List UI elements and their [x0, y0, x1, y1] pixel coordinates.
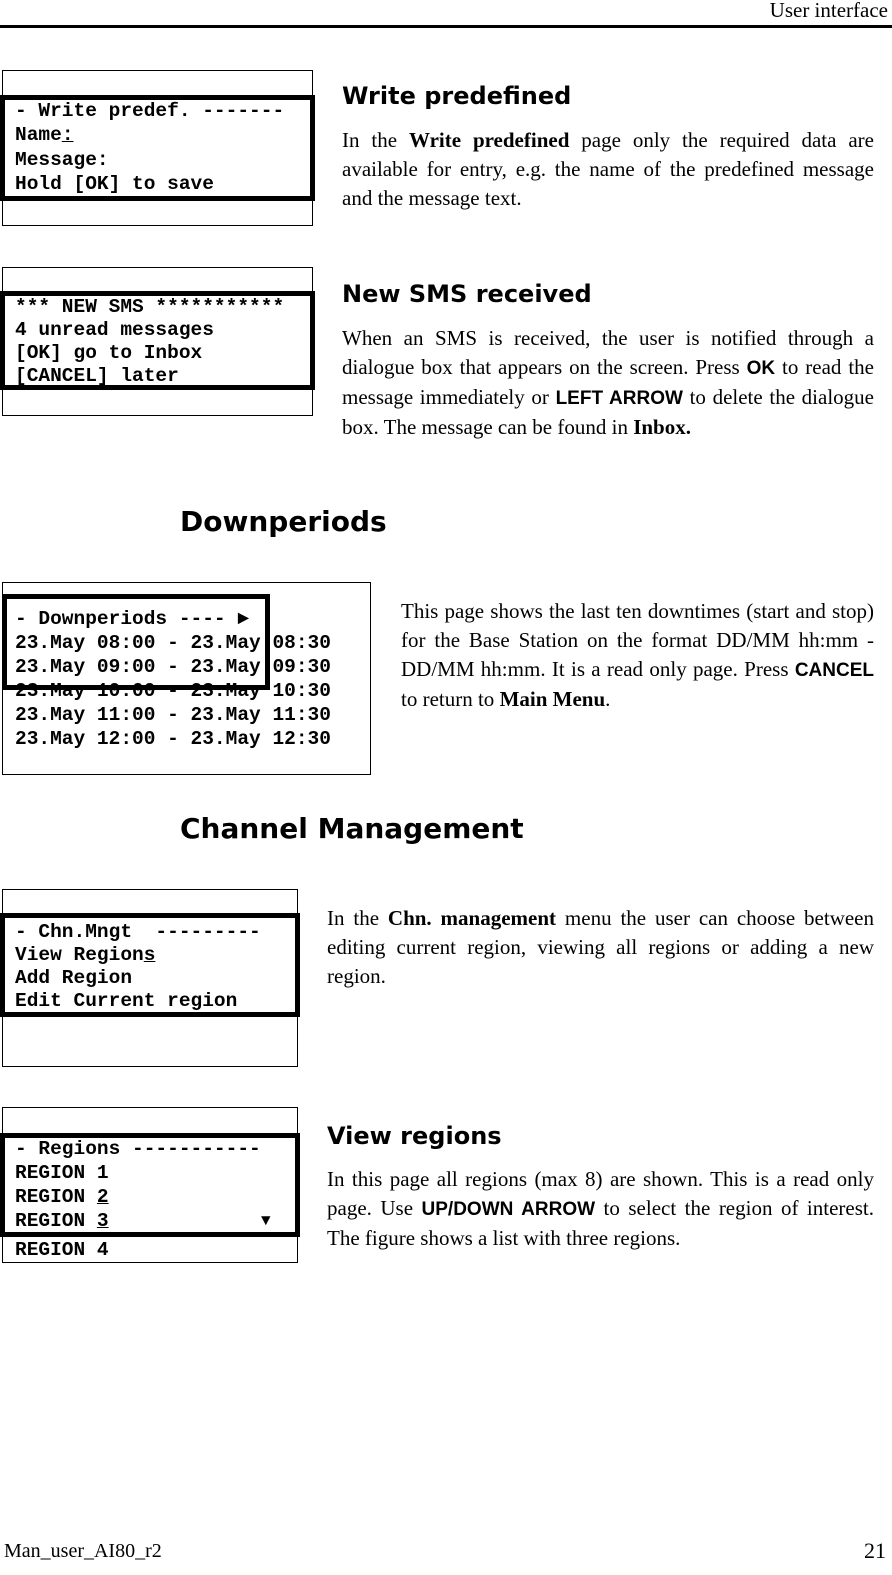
channel-management-text: In the Chn. management menu the user can choose between editing current region, viewing all regions or adding a new region.	[327, 906, 875, 988]
scroll-down-icon: ▼	[261, 1212, 271, 1230]
footer-doc-id: Man_user_AI80_r2	[4, 1540, 162, 1562]
lcd-line: - Write predef. -------	[15, 100, 285, 122]
lcd-line: REGION 2	[15, 1186, 109, 1208]
lcd-line: 23.May 12:00 - 23.May 12:30	[15, 728, 331, 750]
header-rule	[0, 25, 892, 28]
lcd-line: 23.May 08:00 - 23.May 08:30	[15, 632, 331, 654]
lcd-cursor: s	[143, 944, 156, 966]
lcd-line: REGION 1	[15, 1162, 109, 1184]
page-header: User interface	[769, 0, 888, 22]
lcd-line: - Chn.Mngt ---------	[15, 921, 261, 943]
lcd-cursor: 2	[96, 1186, 109, 1208]
lcd-line: 23.May 09:00 - 23.May 09:30	[15, 656, 331, 678]
view-regions-text: In this page all regions (max 8) are shown. This is a read only page. Use UP/DOWN ARROW to select the region of interest. The figure shows a list with three regions.	[327, 1167, 874, 1250]
write-predefined-title: Write predefined	[342, 82, 572, 110]
lcd-line: View Regions	[15, 944, 156, 966]
screen-highlight	[0, 913, 300, 1017]
screen-highlight	[2, 594, 270, 690]
new-sms-title: New SMS received	[342, 280, 592, 308]
downperiods-heading: Downperiods	[180, 505, 387, 538]
lcd-line: 23.May 11:00 - 23.May 11:30	[15, 704, 331, 726]
lcd-line: Edit Current region	[15, 990, 238, 1012]
lcd-line: REGION 4	[15, 1239, 109, 1261]
page-number: 21	[864, 1538, 886, 1563]
write-predefined-text: In the Write predefined page only the required data are available for entry, e.g. the name of the predefined message and the message text.	[342, 128, 874, 210]
lcd-line: - Downperiods ---- ►	[15, 608, 250, 630]
screen-highlight	[0, 95, 315, 201]
lcd-line: Message:	[15, 149, 109, 171]
screen-highlight	[0, 291, 315, 390]
lcd-line: Hold [OK] to save	[15, 173, 214, 195]
lcd-line: [OK] go to Inbox	[15, 342, 203, 364]
lcd-line: 23.May 10:00 - 23.May 10:30	[15, 680, 331, 702]
lcd-line: - Regions -----------	[15, 1138, 261, 1160]
lcd-line: *** NEW SMS ***********	[15, 296, 285, 318]
lcd-line: 4 unread messages	[15, 319, 214, 341]
lcd-name-label: Name	[15, 124, 62, 146]
view-regions-title: View regions	[327, 1122, 502, 1150]
lcd-line: REGION 3	[15, 1210, 109, 1232]
lcd-line: Add Region	[15, 967, 133, 989]
new-sms-text: When an SMS is received, the user is notified through a dialogue box that appears on the screen. Press OK to read the message immediately or LEFT ARROW to delete the dialogue box. The message can be found in Inbox.	[342, 326, 874, 439]
lcd-cursor: :	[61, 124, 74, 146]
lcd-line: [CANCEL] later	[15, 365, 179, 387]
channel-management-heading: Channel Management	[180, 812, 524, 845]
downperiods-text: This page shows the last ten downtimes (start and stop) for the Base Station on the format DD/MM hh:mm - DD/MM hh:mm. It is a read only page. Press CANCEL to return to Main Menu.	[401, 599, 874, 711]
screen-highlight	[0, 1133, 300, 1237]
